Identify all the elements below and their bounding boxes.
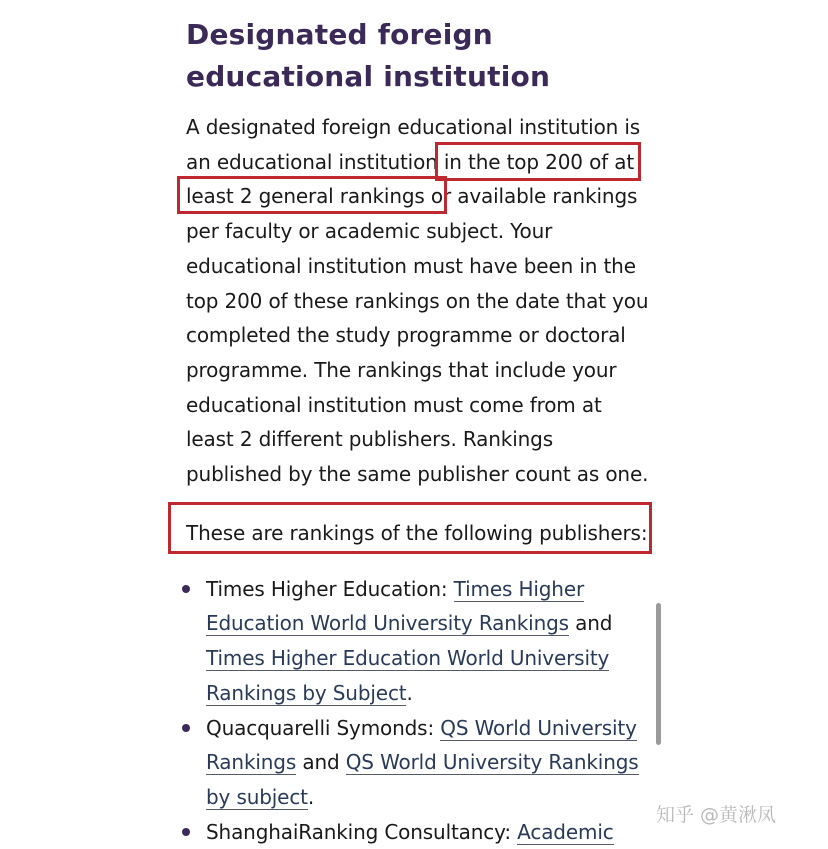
section-heading: [186, 14, 656, 98]
paragraph-line: per faculty or academic subject. Your: [186, 219, 553, 244]
heading-line-1: Designated foreign: [186, 18, 493, 51]
paragraph-line: published by the same publisher count as one.: [186, 462, 649, 487]
list-item: Quacquarelli Symonds: QS World University Rankings and QS World University Rankings by subject.: [186, 711, 646, 815]
bullet-icon: [182, 724, 190, 732]
paragraph-line: least 2 general rankings or available rankings: [186, 184, 638, 209]
connector-text: and: [296, 750, 346, 775]
paragraph-line: completed the study programme or doctoral: [186, 323, 626, 348]
paragraph-line: least 2 different publishers. Rankings: [186, 427, 553, 452]
bullet-icon: [182, 585, 190, 593]
publisher-name: ShanghaiRanking Consultancy:: [206, 819, 518, 844]
qs-subject-rankings-link[interactable]: QS World University Rankings by subject: [206, 750, 639, 809]
definition-paragraph: [186, 110, 656, 492]
paragraph-line: programme. The rankings that include your: [186, 357, 617, 382]
the-world-rankings-link[interactable]: Times Higher Education World University Rankings: [206, 576, 585, 636]
paragraph-line: A designated foreign educational institution is: [186, 115, 641, 139]
publisher-list: [186, 572, 656, 849]
qs-world-rankings-link[interactable]: QS World University Rankings: [206, 715, 637, 775]
list-item: [186, 815, 646, 849]
paragraph-line: an educational institution in the top 200 of at: [186, 149, 635, 174]
publisher-name: Times Higher Education:: [206, 576, 454, 601]
connector-text: and: [568, 611, 613, 636]
watermark: 知乎 @黄湫凤: [656, 804, 777, 826]
publisher-name: Quacquarelli Symonds:: [206, 715, 441, 740]
academic-ranking-link[interactable]: Academic: [517, 819, 614, 844]
article-content: [186, 0, 656, 849]
paragraph-line: top 200 of these rankings on the date that you: [186, 288, 649, 313]
the-subject-rankings-link[interactable]: Times Higher Education World University Rankings by Subject: [206, 646, 610, 705]
paragraph-line: educational institution must come from at: [186, 392, 602, 417]
scrollbar-thumb[interactable]: [656, 603, 661, 745]
heading-line-2: educational institution: [186, 60, 551, 93]
bullet-icon: [182, 828, 190, 836]
paragraph-line: educational institution must have been in the: [186, 253, 636, 278]
publishers-lead: These are rankings of the following publishers:: [186, 520, 648, 545]
list-item: Times Higher Education: Times Higher Education World University Rankings and Times Higher Education World University Rankings by Subject.: [186, 572, 646, 711]
